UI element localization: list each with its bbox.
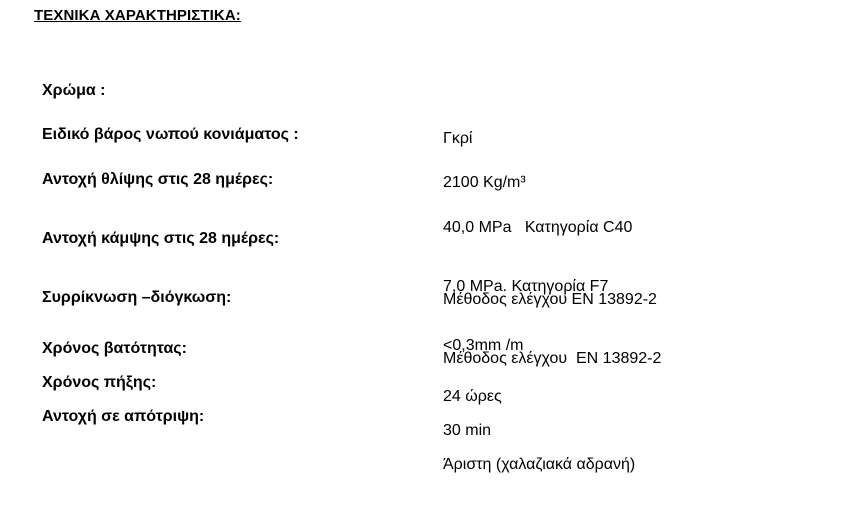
spec-value-line: 7,0 MPa. Κατηγορία F7 (443, 278, 609, 295)
spec-value-line: Μέθοδος ελέγχου EN 13892-2 (443, 291, 657, 308)
spec-label: Αντοχή κάμψης στις 28 ημέρες: (42, 230, 280, 247)
spec-label: Χρώμα : (42, 82, 106, 99)
spec-label: Αντοχή θλίψης στις 28 ημέρες: (42, 171, 274, 188)
spec-value-line: 40,0 MPa Κατηγορία C40 (443, 219, 633, 236)
spec-label: Συρρίκνωση –διόγκωση: (42, 289, 232, 306)
spec-value-line: <0,3mm /m (443, 337, 524, 354)
spec-value-line: 24 ώρες (443, 388, 502, 405)
spec-label: Ειδικό βάρος νωπού κονιάματος : (42, 126, 299, 143)
spec-label: Αντοχή σε απότριψη: (42, 408, 205, 425)
spec-label: Χρόνος πήξης: (42, 374, 157, 391)
spec-label: Χρόνος βατότητας: (42, 340, 187, 357)
spec-value-line: 2100 Kg/m³ (443, 174, 526, 191)
spec-value (443, 405, 635, 525)
spec-value-line: 30 min (443, 422, 492, 439)
spec-value-line: Μέθοδος ελέγχου EN 13892-2 (443, 350, 662, 367)
document-heading: ΤΕΧΝΙΚΑ ΧΑΡΑΚΤΗΡΙΣΤΙΚΑ: (34, 7, 241, 24)
spec-value-line: Γκρί (443, 130, 473, 147)
spec-value-line: Άριστη (χαλαζιακά αδρανή) (443, 456, 636, 473)
